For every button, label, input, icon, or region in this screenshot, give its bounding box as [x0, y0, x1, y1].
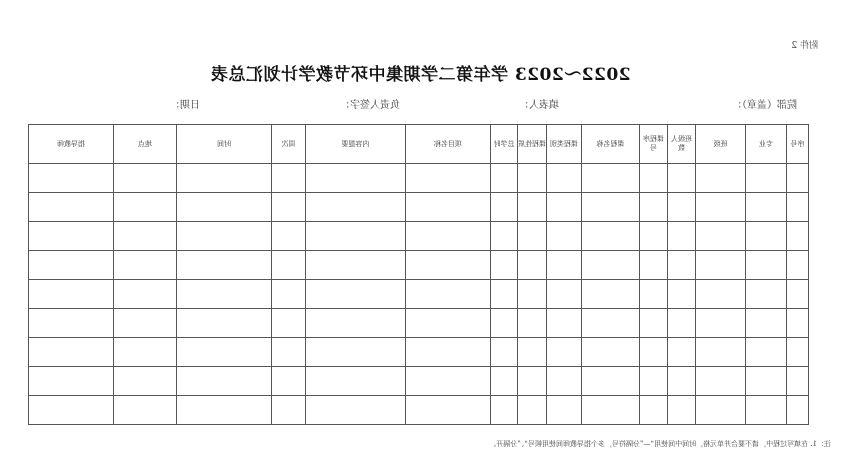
column-header-serial: 序号 — [787, 125, 809, 164]
table-cell[interactable] — [406, 280, 491, 309]
table-cell[interactable] — [668, 222, 696, 251]
table-cell[interactable] — [582, 280, 640, 309]
table-cell[interactable] — [491, 193, 518, 222]
column-header-course-nature: 课程性质 — [518, 125, 547, 164]
column-header-course-category: 课程类别 — [547, 125, 582, 164]
table-cell[interactable] — [272, 193, 306, 222]
table-cell[interactable] — [518, 309, 547, 338]
table-cell[interactable] — [518, 367, 547, 396]
table-cell[interactable] — [518, 193, 547, 222]
table-cell[interactable] — [746, 251, 787, 280]
table-cell[interactable] — [787, 309, 809, 338]
table-cell[interactable] — [668, 338, 696, 367]
table-cell[interactable] — [114, 309, 177, 338]
table-cell[interactable] — [114, 222, 177, 251]
table-cell[interactable] — [547, 222, 582, 251]
table-cell[interactable] — [696, 396, 746, 425]
table-cell[interactable] — [272, 367, 306, 396]
table-cell[interactable] — [114, 280, 177, 309]
table-cell[interactable] — [787, 280, 809, 309]
table-body — [29, 164, 809, 425]
table-cell[interactable] — [272, 164, 306, 193]
table-cell[interactable] — [518, 164, 547, 193]
table-cell[interactable] — [306, 251, 406, 280]
table-cell[interactable] — [272, 222, 306, 251]
table-cell[interactable] — [547, 396, 582, 425]
table-cell[interactable] — [406, 222, 491, 251]
table-cell[interactable] — [746, 396, 787, 425]
table-cell[interactable] — [787, 164, 809, 193]
table-cell[interactable] — [640, 396, 668, 425]
table-cell[interactable] — [640, 164, 668, 193]
date-field-label: 日期： — [170, 100, 200, 111]
table-cell[interactable] — [640, 251, 668, 280]
table-cell[interactable] — [582, 251, 640, 280]
table-cell[interactable] — [114, 251, 177, 280]
table-cell[interactable] — [177, 251, 272, 280]
column-header-class-size: 班级人数 — [668, 125, 696, 164]
table-row — [29, 367, 809, 396]
table-cell[interactable] — [547, 309, 582, 338]
table-cell[interactable] — [114, 164, 177, 193]
table-cell[interactable] — [668, 367, 696, 396]
table-cell[interactable] — [29, 193, 114, 222]
signer-field-label: 负责人签字： — [340, 100, 400, 111]
table-cell[interactable] — [547, 193, 582, 222]
table-row — [29, 251, 809, 280]
table-cell[interactable] — [640, 280, 668, 309]
table-cell[interactable] — [668, 251, 696, 280]
table-cell[interactable] — [272, 280, 306, 309]
table-cell[interactable] — [547, 338, 582, 367]
table-row — [29, 309, 809, 338]
table-cell[interactable] — [668, 164, 696, 193]
table-cell[interactable] — [746, 193, 787, 222]
table-row — [29, 222, 809, 251]
table-cell[interactable] — [696, 193, 746, 222]
table-cell[interactable] — [547, 164, 582, 193]
table-row — [29, 164, 809, 193]
table-cell[interactable] — [668, 280, 696, 309]
table-cell[interactable] — [491, 338, 518, 367]
table-cell[interactable] — [491, 280, 518, 309]
table-row — [29, 396, 809, 425]
table-cell[interactable] — [272, 309, 306, 338]
column-header-course-name: 课程名称 — [582, 125, 640, 164]
table-cell[interactable] — [491, 164, 518, 193]
table-cell[interactable] — [177, 280, 272, 309]
table-cell[interactable] — [668, 396, 696, 425]
column-header-total-hours: 总学时 — [491, 125, 518, 164]
table-cell[interactable] — [640, 338, 668, 367]
table-cell[interactable] — [696, 280, 746, 309]
table-cell[interactable] — [306, 396, 406, 425]
table-cell[interactable] — [29, 251, 114, 280]
column-header-major: 专业 — [746, 125, 787, 164]
table-cell[interactable] — [177, 396, 272, 425]
table-cell[interactable] — [582, 309, 640, 338]
table-cell[interactable] — [306, 367, 406, 396]
table-cell[interactable] — [406, 396, 491, 425]
table-cell[interactable] — [114, 367, 177, 396]
table-cell[interactable] — [406, 193, 491, 222]
table-cell[interactable] — [491, 367, 518, 396]
table-row — [29, 193, 809, 222]
table-cell[interactable] — [696, 338, 746, 367]
table-cell[interactable] — [29, 367, 114, 396]
column-header-week: 周次 — [272, 125, 306, 164]
table-cell[interactable] — [491, 251, 518, 280]
table-cell[interactable] — [696, 309, 746, 338]
table-cell[interactable] — [582, 338, 640, 367]
footnote: 注：1. 在填写过程中，请不要合并单元格，时间中间使用“—”分隔符号，多个指导教师间使用顿号“、”分隔开。 — [489, 440, 831, 448]
table-cell[interactable] — [582, 164, 640, 193]
filler-field-label: 填表人： — [519, 100, 559, 111]
table-cell[interactable] — [547, 280, 582, 309]
table-cell[interactable] — [114, 396, 177, 425]
table-cell[interactable] — [306, 338, 406, 367]
table-cell[interactable] — [306, 280, 406, 309]
table-cell[interactable] — [29, 396, 114, 425]
column-header-course-number: 课程序号 — [640, 125, 668, 164]
table-cell[interactable] — [696, 251, 746, 280]
table-cell[interactable] — [746, 164, 787, 193]
table-cell[interactable] — [582, 396, 640, 425]
table-cell[interactable] — [518, 396, 547, 425]
table-cell[interactable] — [668, 309, 696, 338]
table-cell[interactable] — [114, 338, 177, 367]
table-cell[interactable] — [406, 164, 491, 193]
table-cell[interactable] — [491, 309, 518, 338]
table-cell[interactable] — [640, 222, 668, 251]
table-cell[interactable] — [582, 222, 640, 251]
table-cell[interactable] — [177, 309, 272, 338]
table-cell[interactable] — [696, 222, 746, 251]
table-cell[interactable] — [547, 251, 582, 280]
table-cell[interactable] — [746, 309, 787, 338]
table-cell[interactable] — [640, 367, 668, 396]
table-cell[interactable] — [746, 280, 787, 309]
table-row — [29, 280, 809, 309]
table-cell[interactable] — [177, 222, 272, 251]
table-cell[interactable] — [668, 193, 696, 222]
table-cell[interactable] — [406, 338, 491, 367]
attachment-label: 附件 2 — [791, 41, 818, 51]
table-cell[interactable] — [582, 367, 640, 396]
table-cell[interactable] — [406, 309, 491, 338]
table-cell[interactable] — [306, 309, 406, 338]
table-cell[interactable] — [787, 396, 809, 425]
table-cell[interactable] — [306, 222, 406, 251]
table-cell[interactable] — [177, 367, 272, 396]
table-cell[interactable] — [29, 222, 114, 251]
table-header-row — [29, 125, 809, 164]
college-field-label: 院部（盖章）： — [732, 100, 797, 111]
table-cell[interactable] — [177, 338, 272, 367]
table-cell[interactable] — [518, 280, 547, 309]
table-cell[interactable] — [177, 193, 272, 222]
table-cell[interactable] — [518, 338, 547, 367]
table-cell[interactable] — [746, 338, 787, 367]
table-cell[interactable] — [696, 164, 746, 193]
table-cell[interactable] — [306, 164, 406, 193]
table-cell[interactable] — [177, 164, 272, 193]
table-cell[interactable] — [787, 222, 809, 251]
table-cell[interactable] — [406, 251, 491, 280]
table-cell[interactable] — [491, 396, 518, 425]
table-row — [29, 338, 809, 367]
table-cell[interactable] — [787, 251, 809, 280]
table-cell[interactable] — [640, 193, 668, 222]
table-cell[interactable] — [29, 338, 114, 367]
table-cell[interactable] — [640, 309, 668, 338]
column-header-class: 班级 — [696, 125, 746, 164]
plan-summary-table — [28, 124, 809, 425]
column-header-time: 时间 — [177, 125, 272, 164]
page-title: 2022～2023 学年第二学期集中环节教学计划汇总表 — [210, 65, 631, 85]
table-cell[interactable] — [272, 251, 306, 280]
column-header-instructor: 指导教师 — [29, 125, 114, 164]
table-cell[interactable] — [787, 338, 809, 367]
table-cell[interactable] — [491, 222, 518, 251]
table-cell[interactable] — [29, 280, 114, 309]
table-cell[interactable] — [696, 367, 746, 396]
table-cell[interactable] — [406, 367, 491, 396]
table-cell[interactable] — [114, 193, 177, 222]
table-cell[interactable] — [29, 164, 114, 193]
table-cell[interactable] — [787, 367, 809, 396]
column-header-location: 地点 — [114, 125, 177, 164]
table-cell[interactable] — [746, 367, 787, 396]
table-cell[interactable] — [582, 193, 640, 222]
column-header-content-summary: 内容提要 — [306, 125, 406, 164]
table-cell[interactable] — [272, 338, 306, 367]
table-cell[interactable] — [29, 309, 114, 338]
table-cell[interactable] — [518, 251, 547, 280]
column-header-project-name: 项目名称 — [406, 125, 491, 164]
table-cell[interactable] — [547, 367, 582, 396]
table-cell[interactable] — [306, 193, 406, 222]
table-cell[interactable] — [272, 396, 306, 425]
table-cell[interactable] — [746, 222, 787, 251]
table-cell[interactable] — [518, 222, 547, 251]
table-cell[interactable] — [787, 193, 809, 222]
